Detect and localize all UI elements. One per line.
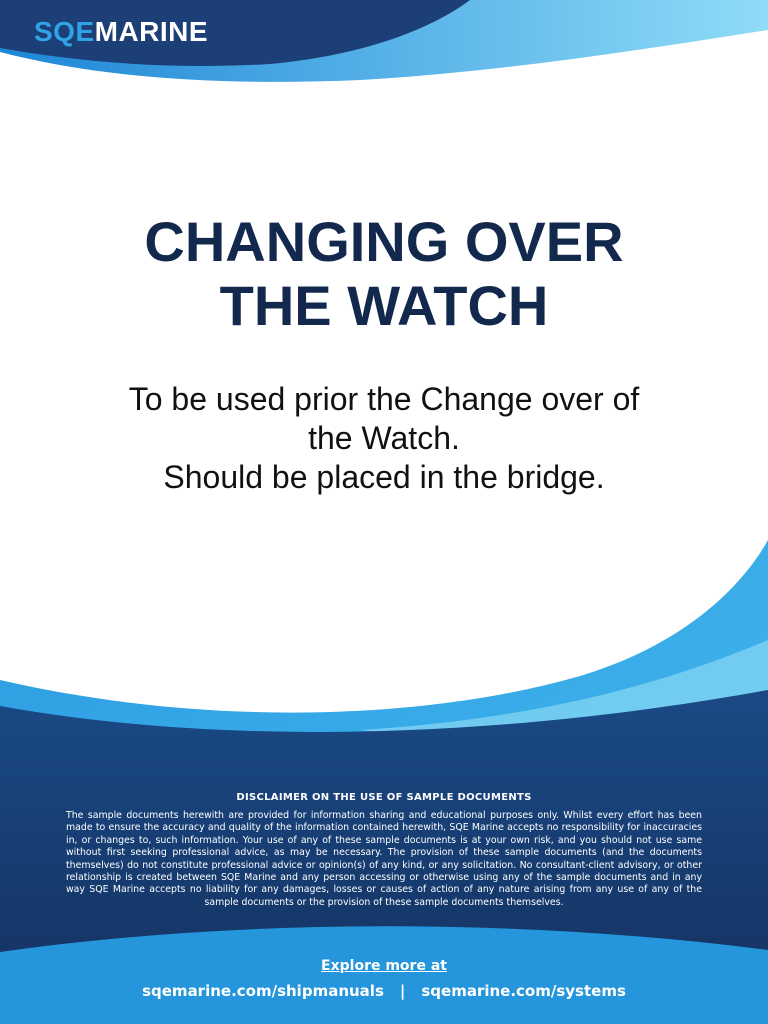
explore-more-text — [0, 958, 768, 974]
subtitle-line-3: Should be placed in the bridge. — [163, 459, 605, 495]
disclaimer-body: The sample documents herewith are provided for information sharing and educational purposes only. Whilst every effort has been made to ensure the accuracy and quality of the information contained herewith, SQE Marine accepts no responsibility for inaccuracies in, or changes to, such information. Your use of any of these sample documents is at your own risk, and you should not use same without first seeking professional advice, as may be necessary. The provision of these sample documents (and the documents themselves) do not constitute professional advice or opinion(s) of any kind, or any solicitation. No consultant-client advisory, or other relationship is created between SQE Marine and any person accessing or otherwise using any of the sample documents and in any way SQE Marine accepts no liability for any damages, losses or causes of action of any nature arising from any use of any of the sample documents or the provision of these sample documents themselves. — [66, 810, 702, 908]
subtitle-line-2: the Watch. — [308, 420, 460, 456]
shipmanuals-link[interactable]: sqemarine.com/shipmanuals — [142, 982, 384, 1000]
title-line-1: CHANGING OVER — [144, 210, 624, 273]
link-separator: | — [399, 982, 406, 1000]
sqemarine-logo — [34, 14, 208, 50]
systems-link[interactable]: sqemarine.com/systems — [421, 982, 626, 1000]
logo-prefix: SQE — [34, 16, 95, 47]
document-subtitle — [60, 380, 708, 497]
footer-links — [0, 982, 768, 1000]
document-title — [0, 210, 768, 338]
subtitle-line-1: To be used prior the Change over of — [128, 381, 640, 417]
footer-wave — [0, 926, 768, 1024]
logo-suffix: MARINE — [94, 16, 209, 47]
title-line-2: THE WATCH — [219, 274, 549, 337]
disclaimer-heading: DISCLAIMER ON THE USE OF SAMPLE DOCUMENTS — [236, 792, 532, 803]
explore-label: Explore more at — [321, 958, 447, 974]
